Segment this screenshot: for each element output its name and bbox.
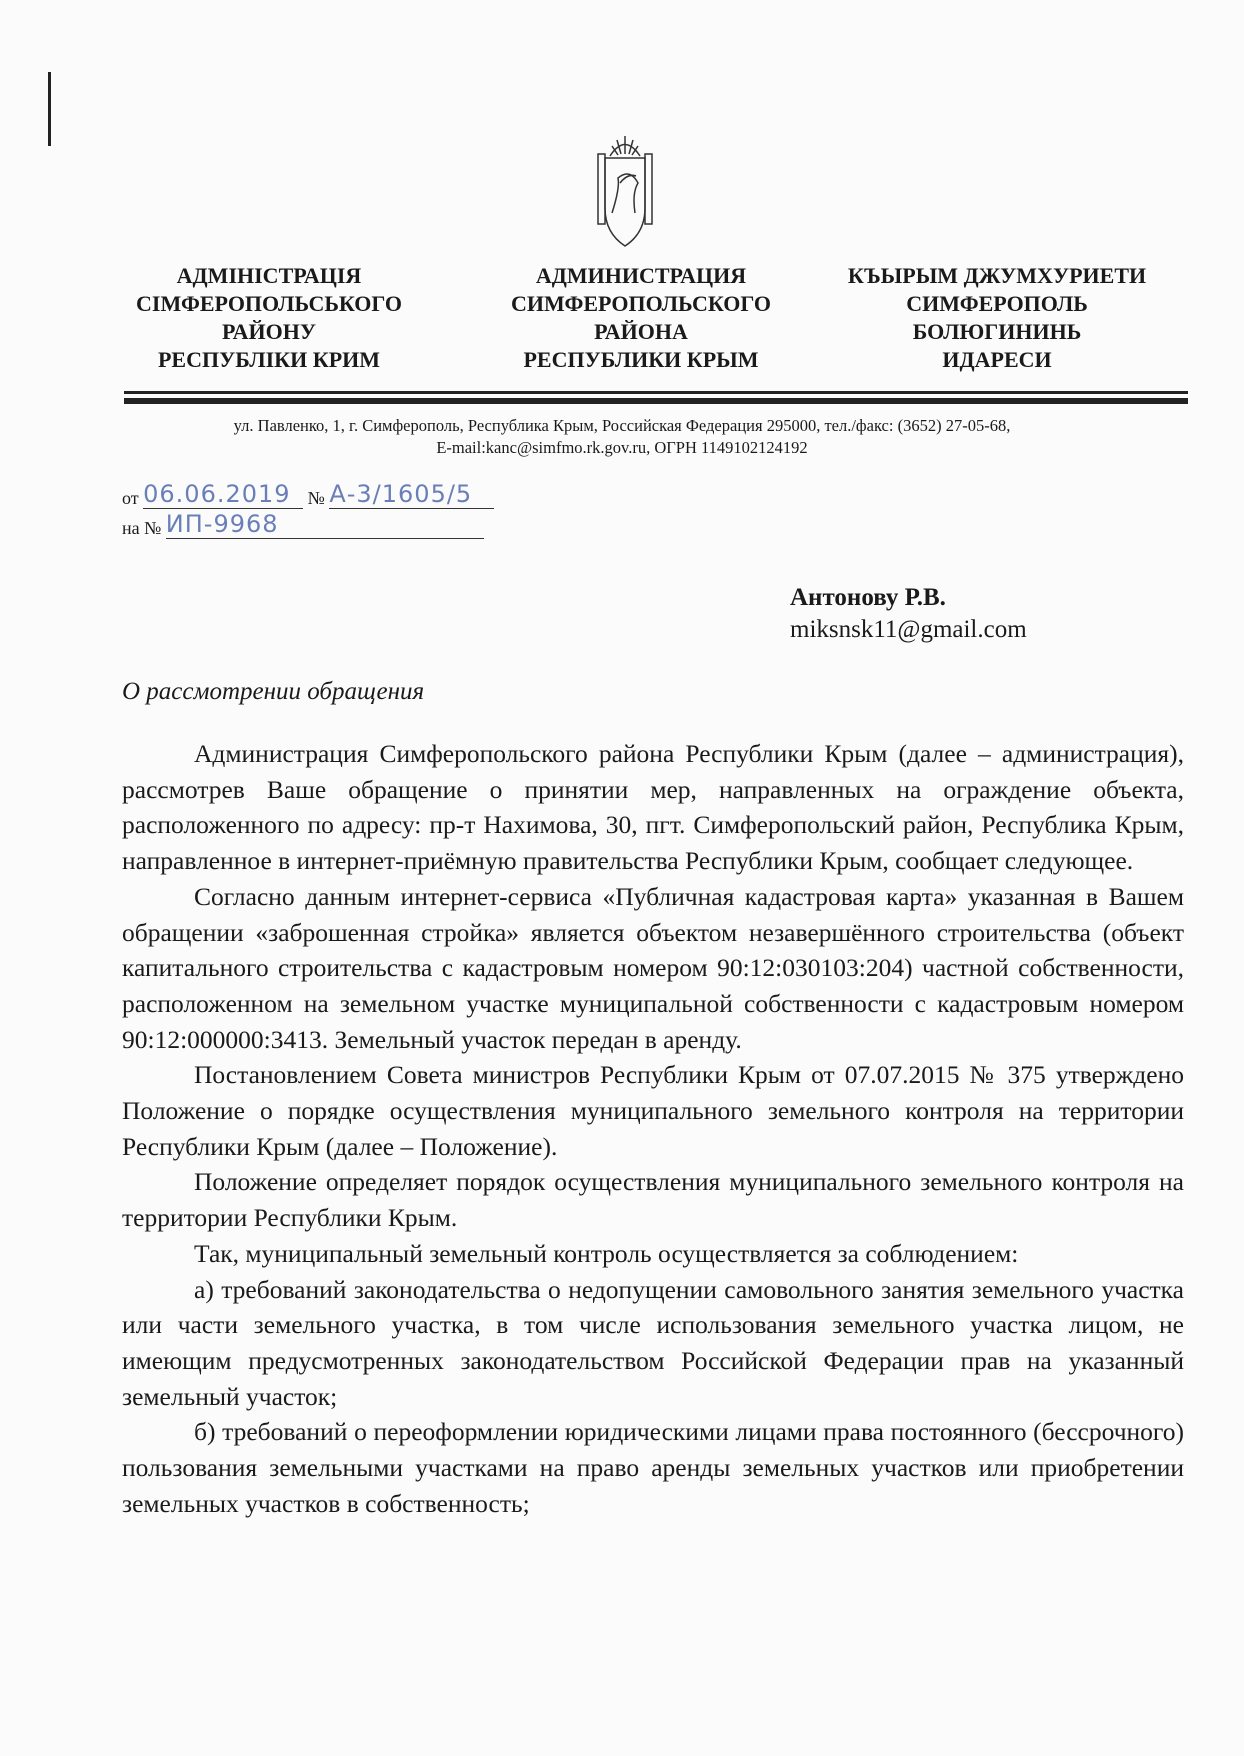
address-line: ул. Павленко, 1, г. Симферополь, Республика Крым, Российская Федерация 295000, тел./факс: (3652) 27-05-68, <box>233 416 1011 435</box>
incoming-reference <box>122 510 484 539</box>
contact-line: E-mail:kanc@simfmo.rk.gov.ru, ОГРН 1149102124192 <box>436 438 808 457</box>
header-line: РЕСПУБЛИКИ КРЫМ <box>523 347 759 372</box>
letter-body <box>122 736 1184 1521</box>
header-crimean-tatar <box>832 262 1162 374</box>
paragraph: б) требований о переоформлении юридическими лицами права постоянного (бессрочного) пользования земельными участками на право аренды земельных участков или приобретении земельных участков в собственность; <box>122 1417 1184 1518</box>
paragraph: Так, муниципальный земельный контроль осуществляется за соблюдением: <box>194 1238 1019 1268</box>
header-line: ИДАРЕСИ <box>942 347 1052 372</box>
header-line: СИМФЕРОПОЛЬ <box>906 291 1088 316</box>
reply-label: на № <box>122 518 162 538</box>
header-ukrainian <box>104 262 434 374</box>
paragraph: Администрация Симферопольского района Республики Крым (далее – администрация), рассмотрев Ваше обращение о принятии мер, направленных на ограждение объекта, расположенного по адресу: пр-т Нахимова, 30, пгт. Симферопольский район, Республика Крым, направленное в интернет-приёмную правительства Республики Крым, сообщает следующее. <box>122 739 1184 876</box>
header-rule-thin <box>124 391 1188 394</box>
header-line: КЪЫРЫМ ДЖУМХУРИЕТИ <box>847 263 1147 288</box>
paragraph: Согласно данным интернет-сервиса «Публичная кадастровая карта» указанная в Вашем обращении «заброшенная стройка» является объектом незавершённого строительства (объект капитального строительства с кадастровым номером 90:12:030103:204) частной собственности, расположенном на земельном участке муниципальной собственности с кадастровым номером 90:12:000000:3413. Земельный участок передан в аренду. <box>122 881 1184 1054</box>
letter-date: 06.06.2019 <box>143 480 303 509</box>
paragraph: а) требований законодательства о недопущении самовольного занятия земельного участка или части земельного участка, в том числе использования земельного участка лицом, не имеющим предусмотренных законодательством Российской Федерации прав на указанный земельный участок; <box>122 1274 1184 1411</box>
header-line: РЕСПУБЛІКИ КРИМ <box>157 347 381 372</box>
coat-of-arms-icon <box>590 128 660 253</box>
paragraph: Постановлением Совета министров Республики Крым от 07.07.2015 № 375 утверждено Положение о порядке осуществления муниципального земельного контроля на территории Республики Крым (далее – Положение). <box>122 1060 1184 1161</box>
paragraph: Положение определяет порядок осуществления муниципального земельного контроля на территории Республики Крым. <box>122 1167 1184 1233</box>
address-block <box>100 415 1144 459</box>
header-line: РАЙОНУ <box>222 319 316 344</box>
reply-number: ИП-9968 <box>166 510 484 539</box>
addressee-name: Антонову Р.В. <box>790 584 946 611</box>
letter-subject: О рассмотрении обращения <box>122 678 425 705</box>
number-label: № <box>307 488 325 508</box>
addressee <box>790 582 1027 646</box>
header-line: БОЛЮГИНИНЬ <box>912 319 1082 344</box>
letter-number: А-3/1605/5 <box>329 480 494 509</box>
header-line: АДМІНІСТРАЦІЯ <box>176 263 362 288</box>
header-line: СИМФЕРОПОЛЬСКОГО <box>511 291 771 316</box>
margin-mark <box>48 72 51 146</box>
header-line: АДМИНИСТРАЦИЯ <box>535 263 747 288</box>
header-russian <box>476 262 806 374</box>
from-label: от <box>122 488 139 508</box>
addressee-email: miksnsk11@gmail.com <box>790 616 1027 643</box>
header-rule-thick <box>124 398 1188 404</box>
outgoing-reference <box>122 480 494 509</box>
header-line: СІМФЕРОПОЛЬСЬКОГО <box>136 291 402 316</box>
header-line: РАЙОНА <box>594 319 688 344</box>
